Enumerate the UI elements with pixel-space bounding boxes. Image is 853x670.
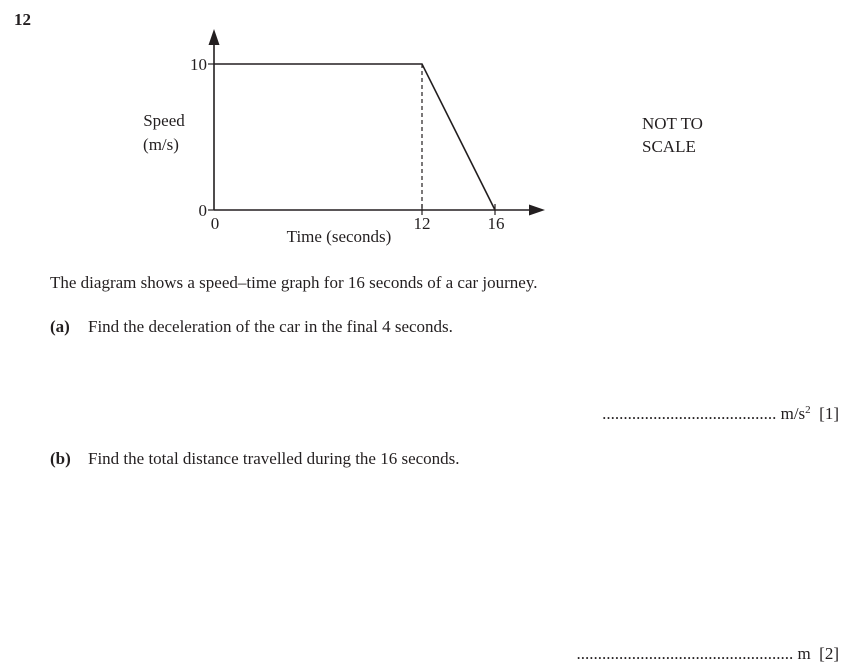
part-a-answer-unit-sup: 2 — [805, 404, 811, 416]
x-axis-arrow — [529, 205, 545, 216]
x-tick-0 — [211, 214, 220, 233]
part-a-marks: [1] — [819, 404, 839, 423]
part-a-answer-line — [602, 404, 839, 424]
part-b-answer-line — [576, 644, 839, 664]
not-to-scale-line-2: SCALE — [642, 137, 696, 156]
x-axis-label: Time (seconds) — [286, 227, 392, 246]
speed-time-graph — [0, 0, 853, 260]
y-axis-label-line-1: Speed — [143, 111, 185, 130]
x-tick-12 — [414, 204, 431, 233]
part-a-answer-unit: m/s — [780, 404, 806, 423]
y-tick-label-10: 10 — [190, 55, 207, 74]
part-b-text: Find the total distance travelled during the 16 seconds. — [88, 449, 460, 468]
x-tick-16 — [488, 204, 505, 233]
x-tick-label-0: 0 — [210, 214, 220, 233]
speed-line — [214, 64, 495, 210]
question-stem: The diagram shows a speed–time graph for 16 seconds of a car journey. — [50, 273, 538, 292]
y-tick-label-0: 0 — [198, 201, 207, 220]
y-tick-10 — [190, 55, 214, 74]
part-a-label: (a) — [50, 317, 70, 336]
part-b-marks: [2] — [819, 644, 839, 663]
y-axis-label-line-2: (m/s) — [143, 135, 179, 154]
not-to-scale-line-1: NOT TO — [642, 114, 703, 133]
part-b-answer-unit: m — [797, 644, 811, 663]
y-axis-arrow — [209, 29, 220, 45]
question-number: 12 — [14, 10, 31, 29]
x-tick-label-16: 16 — [487, 214, 505, 233]
part-a-answer-dots: ......................................... — [602, 404, 777, 423]
x-tick-label-12: 12 — [413, 214, 431, 233]
part-b-label: (b) — [50, 449, 71, 468]
part-a-text: Find the deceleration of the car in the final 4 seconds. — [88, 317, 453, 336]
part-b-answer-dots: ................................................... — [576, 644, 794, 663]
